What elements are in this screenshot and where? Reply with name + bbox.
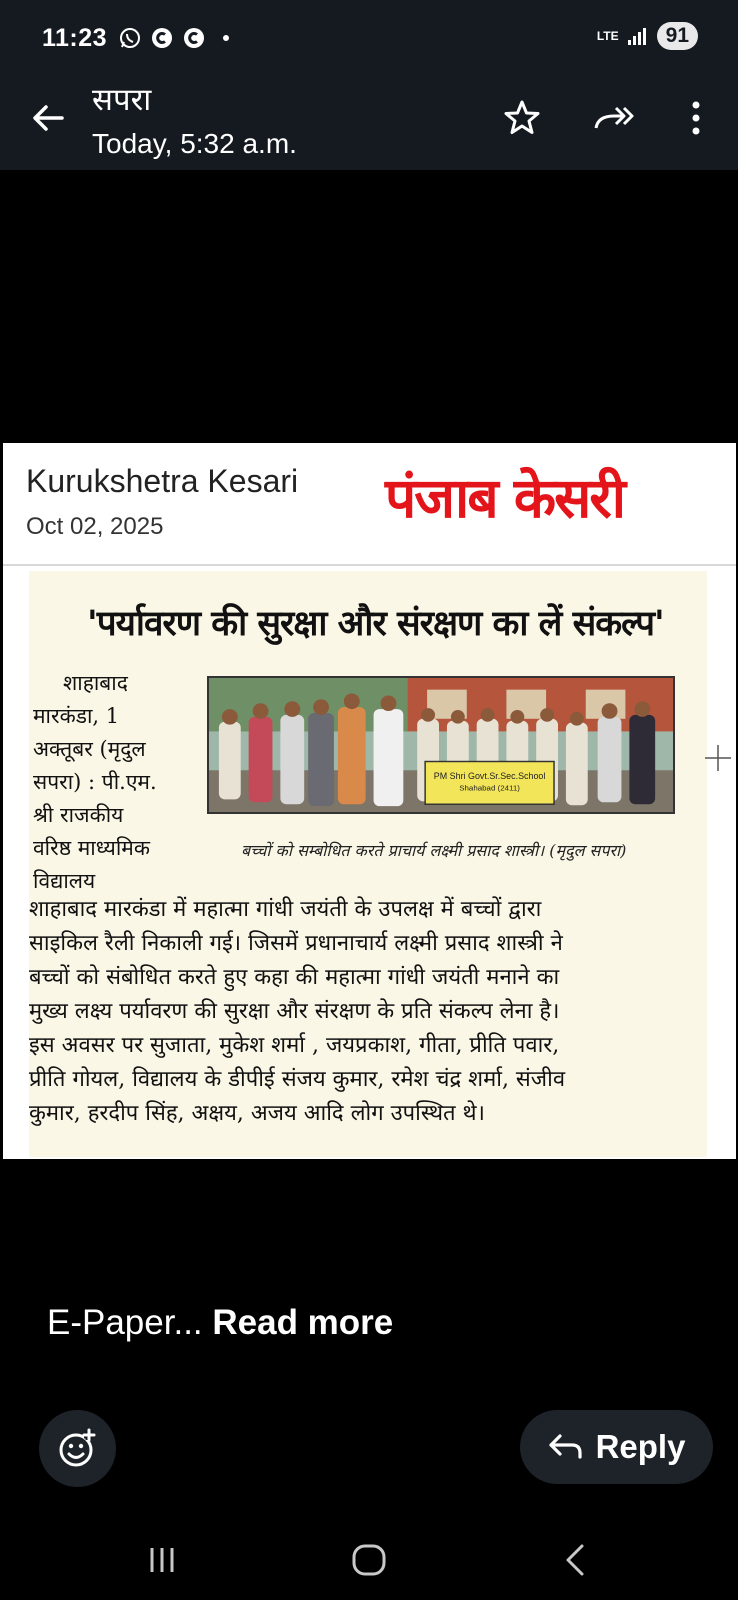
newspaper-image[interactable] [3, 443, 736, 1159]
c-notification-icon [182, 26, 206, 50]
photo-caption: बच्चों को सम्बोधित करते प्राचार्य लक्ष्मी प्रसाद शास्त्री। (मृदुल सपरा) [241, 841, 627, 860]
back-arrow-icon[interactable] [26, 96, 70, 140]
dateline-line: शाहाबाद [63, 671, 128, 695]
expand-plus-icon[interactable] [703, 743, 733, 773]
body-line: इस अवसर पर सुजाता, मुकेश शर्मा , जयप्रकाश, गीता, प्रीति पवार, [29, 1033, 560, 1058]
system-nav-bar [0, 1520, 738, 1600]
source-date: Oct 02, 2025 [26, 513, 164, 540]
top-bar [0, 0, 738, 170]
dateline-line: श्री राजकीय [33, 803, 124, 827]
dateline-line: वरिष्ठ माध्यमिक [33, 836, 150, 860]
reply-arrow-icon [548, 1432, 584, 1462]
c-notification-icon [150, 26, 174, 50]
clipping-dateline [33, 667, 203, 898]
body-line: प्रीति गोयल, विद्यालय के डीपीई संजय कुमार, रमेश चंद्र शर्मा, संजीव [29, 1067, 566, 1092]
newspaper-logo: पंजाब केसरी [385, 466, 625, 530]
svg-text:PM Shri Govt.Sr.Sec.School: PM Shri Govt.Sr.Sec.School [433, 771, 546, 781]
reply-button[interactable] [520, 1410, 713, 1484]
body-line: बच्चों को संबोधित करते हुए कहा की महात्मा गांधी जयंती मनाने का [29, 965, 560, 990]
body-line: साइकिल रैली निकाली गई। जिसमें प्रधानाचार्य लक्ष्मी प्रसाद शास्त्री ने [29, 931, 563, 956]
dot-icon [214, 26, 238, 50]
app-bar [0, 74, 738, 170]
whatsapp-icon [118, 26, 142, 50]
home-icon[interactable] [347, 1538, 391, 1582]
notification-icons [118, 26, 238, 50]
back-nav-icon[interactable] [554, 1538, 598, 1582]
react-emoji-button[interactable] [39, 1410, 116, 1487]
news-clipping [29, 571, 707, 1157]
svg-text:Shahabad (2411): Shahabad (2411) [459, 783, 520, 793]
network-type: LTE [596, 29, 619, 43]
source-name: Kurukshetra Kesari [26, 463, 299, 499]
message-timestamp: Today, 5:32 a.m. [92, 128, 297, 159]
read-more-link[interactable]: Read more [212, 1303, 394, 1342]
recent-apps-icon[interactable] [140, 1538, 184, 1582]
clipping-headline: 'पर्यावरण की सुरक्षा और संरक्षण का लें संकल्प' [87, 603, 664, 644]
status-right [597, 22, 698, 50]
emoji-add-icon [39, 1410, 116, 1487]
status-bar [0, 0, 738, 80]
dateline-line: सपरा) : पी.एम. [33, 770, 157, 794]
status-time: 11:23 [42, 24, 108, 52]
dateline-line: मारकंडा, 1 [33, 704, 120, 728]
clipping-body [29, 893, 679, 1131]
body-line: शाहाबाद मारकंडा में महात्मा गांधी जयंती के उपलक्ष में बच्चों द्वारा [29, 897, 542, 922]
body-line: कुमार, हरदीप सिंह, अक्षय, अजय आदि लोग उपस्थित थे। [29, 1101, 485, 1126]
forward-icon[interactable] [590, 94, 638, 142]
message-caption [47, 1303, 393, 1343]
dateline-line: विद्यालय [33, 869, 96, 893]
caption-text: E-Paper... [47, 1303, 203, 1342]
battery-level: 91 [657, 22, 698, 50]
more-options-icon[interactable] [672, 94, 720, 142]
chat-title[interactable]: सपरा [92, 82, 152, 118]
divider [3, 564, 736, 566]
body-line: मुख्य लक्ष्य पर्यावरण की सुरक्षा और संरक्षण के प्रति संकल्प लेना है। [29, 999, 560, 1024]
reply-label: Reply [595, 1428, 686, 1465]
star-icon[interactable] [498, 94, 546, 142]
signal-icon [627, 26, 649, 46]
news-photo [207, 676, 675, 814]
dateline-line: अक्तूबर (मृदुल [33, 737, 146, 761]
